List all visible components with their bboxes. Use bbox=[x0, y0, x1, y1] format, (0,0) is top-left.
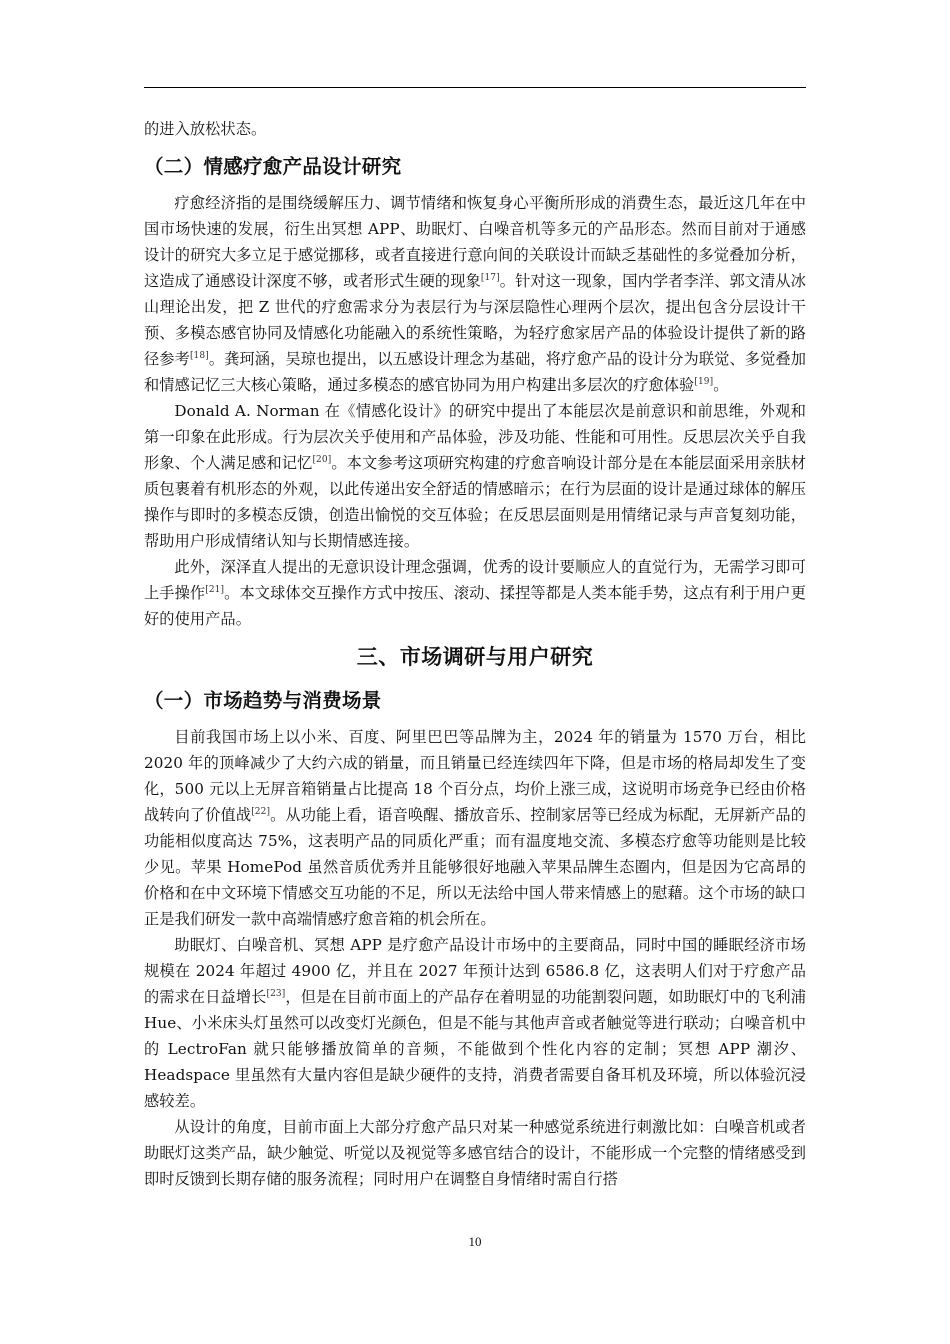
text-run: 。本文球体交互操作方式中按压、滚动、揉捏等都是人类本能手势，这点有利于用户更好的使用产品。 bbox=[144, 584, 806, 628]
chapter-heading-3: 三、市场调研与用户研究 bbox=[356, 645, 594, 669]
citation-17[interactable]: [17] bbox=[480, 272, 500, 283]
section-heading-2-2: （二）情感疗愈产品设计研究 bbox=[144, 155, 402, 178]
text-run: 。从功能上看，语音唤醒、播放音乐、控制家居等已经成为标配，无屏新产品的功能相似度高达 75%，这表明产品的同质化严重；而有温度地交流、多模态疗愈等功能则是比较少见。苹果 HomePod 虽然音质优秀并且能够很好地融入苹果品牌生态圈内，但是因为它高昂的价格和在中文环境下情感交互功能的不足，所以无法给中国人带来情感上的慰藉。这个市场的缺口正是我们研发一款中高端情感疗愈音箱的机会所在。 bbox=[144, 806, 806, 928]
text-run: 助眠灯、白噪音机、冥想 APP 是疗愈产品设计市场中的主要商品，同时中国的睡眠经济市场规模在 2024 年超过 4900 亿，并且在 2027 年预计达到 6586.8 亿，这表明人们对于疗愈产品的需求在日益增长 bbox=[144, 936, 806, 1006]
text-run: Donald A. Norman 在《情感化设计》的研究中提出了本能层次是前意识和前思维，外观和第一印象在此形成。行为层次关乎使用和产品体验，涉及功能、性能和可用性。反思层次关乎自我形象、个人满足感和记忆 bbox=[144, 402, 806, 472]
citation-22[interactable]: [22] bbox=[251, 806, 271, 817]
paragraph-design-perspective bbox=[144, 1114, 806, 1192]
page-number: 10 bbox=[468, 1234, 482, 1249]
citation-19[interactable]: [19] bbox=[694, 376, 714, 387]
text-run: 。 bbox=[713, 376, 729, 394]
text-run: 此外，深泽直人提出的无意识设计理念强调，优秀的设计要顺应人的直觉行为，无需学习即可上手操作 bbox=[144, 558, 806, 602]
text-run: 。龚珂涵，吴琼也提出，以五感设计理念为基础，将疗愈产品的设计分为联觉、多觉叠加和情感记忆三大核心策略，通过多模态的感官协同为用户构建出多层次的疗愈体验 bbox=[144, 350, 806, 394]
text-run: ，但是在目前市面上的产品存在着明显的功能割裂问题，如助眠灯中的飞利浦 Hue、小米床头灯虽然可以改变灯光颜色，但是不能与其他声音或者触觉等进行联动；白噪音机中的 LectroFan 就只能够播放简单的音频，不能做到个性化内容的定制；冥想 APP 潮汐、Headspace 里虽然有大量内容但是缺少硬件的支持，消费者需要自备耳机及环境，所以体验沉浸感较差。 bbox=[144, 988, 806, 1110]
paragraph-sleep-economy bbox=[144, 932, 806, 1114]
paragraph-norman-emotional-design bbox=[144, 398, 806, 554]
text-run: 。针对这一现象，国内学者李洋、郭文清从冰山理论出发，把 Z 世代的疗愈需求分为表层行为与深层隐性心理两个层次，提出包含分层设计干预、多模态感官协同及情感化功能融入的系统性策略，为轻疗愈家居产品的体验设计提供了新的路径参考 bbox=[144, 272, 806, 368]
paragraph-market-trends bbox=[144, 724, 806, 932]
continued-paragraph: 的进入放松状态。 bbox=[144, 120, 267, 138]
header-rule bbox=[144, 87, 806, 88]
text-run: 目前我国市场上以小米、百度、阿里巴巴等品牌为主，2024 年的销量为 1570 万台，相比 2020 年的顶峰减少了大约六成的销量，而且销量已经连续四年下降，但是市场的格局却发生了变化，500 元以上无屏音箱销量占比提高 18 个百分点，均价上涨三成，这说明市场竞争已经由价格战转向了价值战 bbox=[144, 728, 806, 824]
text-run: 从设计的角度，目前市面上大部分疗愈产品只对某一种感觉系统进行刺激比如：白噪音机或者助眠灯这类产品，缺少触觉、听觉以及视觉等多感官结合的设计，不能形成一个完整的情绪感受到即时反馈到长期存储的服务流程；同时用户在调整自身情绪时需自行搭 bbox=[144, 1118, 806, 1188]
page-body bbox=[144, 116, 806, 1192]
citation-23[interactable]: [23] bbox=[266, 988, 286, 999]
section-heading-3-1: （一）市场趋势与消费场景 bbox=[144, 689, 382, 712]
paragraph-healing-economy bbox=[144, 190, 806, 398]
text-run: 疗愈经济指的是围绕缓解压力、调节情绪和恢复身心平衡所形成的消费生态，最近这几年在中国市场快速的发展，衍生出冥想 APP、助眠灯、白噪音机等多元的产品形态。然而目前对于通感设计的研究大多立足于感觉挪移，或者直接进行意向间的关联设计而缺乏基础性的多觉叠加分析，这造成了通感设计深度不够，或者形式生硬的现象 bbox=[144, 194, 806, 290]
text-run: 。本文参考这项研究构建的疗愈音响设计部分是在本能层面采用亲肤材质包裹着有机形态的外观，以此传递出安全舒适的情感暗示；在行为层面的设计是通过球体的解压操作与即时的多模态反馈，创造出愉悦的交互体验；在反思层面则是用情绪记录与声音复刻功能，帮助用户形成情绪认知与长期情感连接。 bbox=[144, 454, 806, 550]
citation-21[interactable]: [21] bbox=[205, 584, 225, 595]
citation-18[interactable]: [18] bbox=[189, 350, 209, 361]
paragraph-unconscious-design bbox=[144, 554, 806, 632]
citation-20[interactable]: [20] bbox=[312, 454, 332, 465]
